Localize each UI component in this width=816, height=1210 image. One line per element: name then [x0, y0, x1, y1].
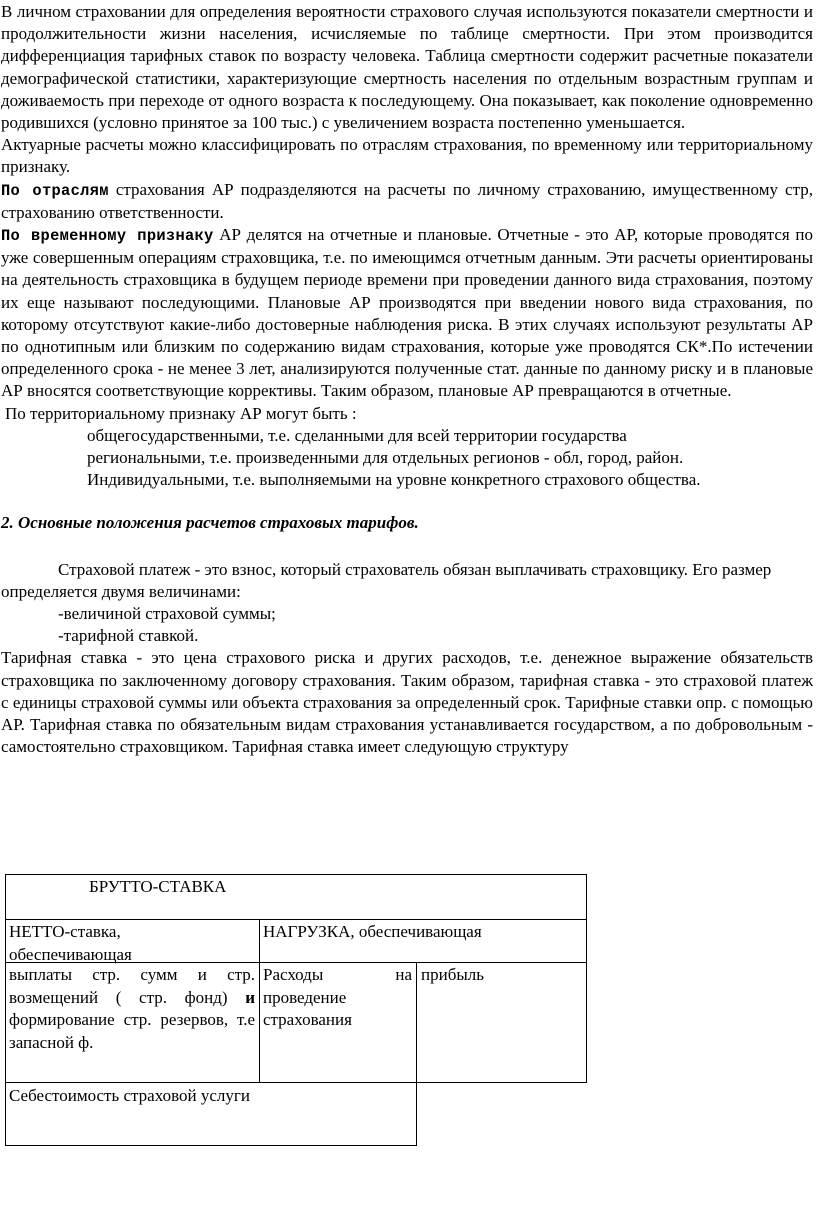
cell-costs: Расходы на проведение страхования	[263, 965, 412, 1029]
table-border	[416, 962, 417, 1146]
list-item: Индивидуальными, т.е. выполняемыми на уровне конкретного страхового общества.	[87, 470, 701, 490]
paragraph-by-branches-text: страхования АР подразделяются на расчеты по личному страхованию, имущественному стр, страхованию ответственности.	[1, 179, 813, 222]
paragraph-territorial: По территориальному признаку АР могут быть :	[5, 403, 357, 423]
cell-load: НАГРУЗКА, обеспечивающая	[263, 922, 482, 941]
payment-list	[1, 603, 813, 647]
term-by-time: По временному признаку	[1, 227, 214, 246]
section-heading: 2. Основные положения расчетов страховых тарифов.	[1, 513, 419, 533]
list-item: региональными, т.е. произведенными для отдельных регионов - обл, город, район.	[87, 448, 684, 468]
paragraph-by-time-text: АР делятся на отчетные и плановые. Отчетные - это АР, которые проводятся по уже совершенным операциям страховщика, т.е. по имеющимся отчетным данным. Эти расчеты ориентированы на деятельность страховщика в будущем периоде времени при проведении данного вида страхования, поэтому их еще называют последующими. Плановые АР производятся при введении нового вида страхования, по которому отсутствуют какие-либо достоверные наблюдения риска. В этих случаях используют результаты АР по однотипным или близким по содержанию видам страхования, которые уже проводятся СК*.По истечении определенного срока - не менее 3 лет, анализируются полученные стат. данные по данному риску и в плановые АР вносятся соответствующие коррективы. Таким образом, плановые АР превращаются в отчетные.	[1, 225, 813, 401]
cell-cost-price: Себестоимость страховой услуги	[9, 1086, 250, 1105]
cell-payouts-text-a: выплаты стр. сумм и стр. возмещений ( стр. фонд)	[9, 965, 255, 1007]
paragraph-by-branches	[1, 179, 813, 224]
paragraph-actuarial-classification: Актуарные расчеты можно классифицировать по отраслям страхования, по временному или территориальному признаку.	[1, 135, 813, 177]
cell-payouts-text-b: формирование стр. резервов, т.е запасной ф.	[9, 1010, 255, 1052]
cell-payouts-and: и	[245, 987, 255, 1007]
list-item: -величиной страховой суммы;	[58, 604, 276, 624]
cell-payouts	[5, 962, 259, 1056]
list-item: -тарифной ставкой.	[58, 626, 199, 646]
cell-profit: прибыль	[421, 965, 485, 984]
table-border	[586, 874, 587, 1083]
list-item: общегосударственными, т.е. сделанными для всей территории государства	[87, 425, 627, 445]
document-page	[1, 1, 813, 759]
paragraph-tariff-rate: Тарифная ставка - это цена страхового риска и других расходов, т.е. денежное выражение обязательств страховщика по заключенному договору страхования. Таким образом, тарифная ставка - это страховой платеж с единицы страховой суммы или объекта страхования за определенный срок. Тарифные ставки опр. с помощью АР. Тарифная ставка по обязательным видам страхования устанавливается государством, а по добровольным - самостоятельно страховщиком. Тарифная ставка имеет следующую структуру	[1, 648, 813, 757]
cell-brutto-rate: БРУТТО-СТАВКА	[89, 877, 227, 896]
paragraph-by-time	[1, 224, 813, 403]
cell-netto-rate: НЕТТО-ставка, обеспечивающая	[9, 922, 132, 964]
term-by-branches: По отраслям	[1, 181, 109, 200]
paragraph-insurance-payment: Страховой платеж - это взнос, который страхователь обязан выплачивать страховщику. Его размер определяется двумя величинами:	[1, 559, 772, 601]
tariff-structure-table	[5, 874, 587, 1146]
table-border	[5, 1145, 417, 1146]
territorial-list	[1, 425, 813, 492]
spacer	[1, 535, 813, 559]
paragraph-mortality-tables: В личном страховании для определения вероятности страхового случая используются показатели смертности и продолжительности жизни населения, исчисляемые по таблице смертности. При этом производится дифференциация тарифных ставок по возрасту человека. Таблица смертности содержит расчетные показатели демографической статистики, характеризующие смертность населения по отдельным возрастным группам и доживаемость при переходе от одного возраста к последующему. Она показывает, как поколение одновременно родившихся (условно принятое за 100 тыс.) с увеличением возраста постепенно уменьшается.	[1, 2, 813, 133]
